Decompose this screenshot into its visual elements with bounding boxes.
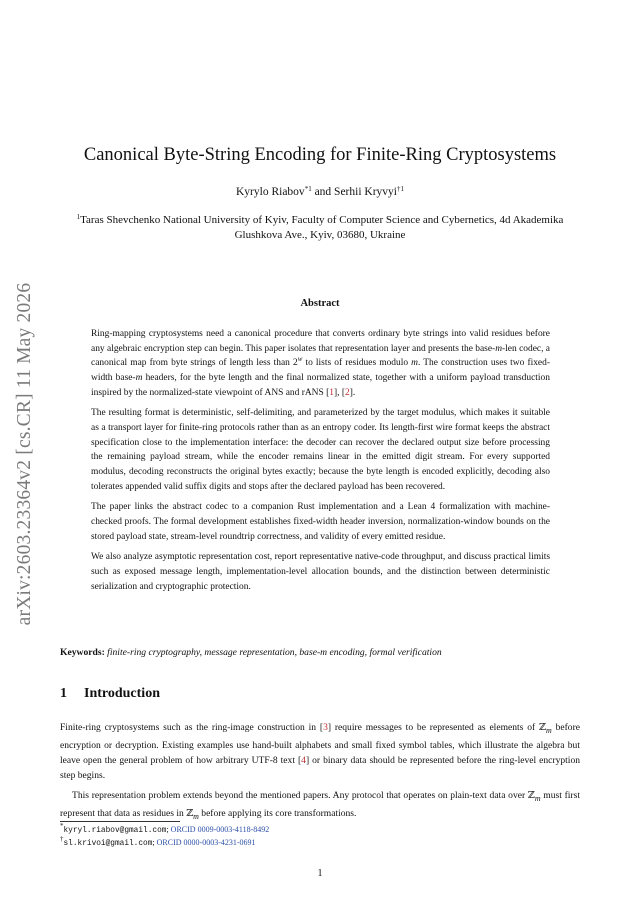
citation-link[interactable]: 3 — [323, 722, 328, 733]
math-symbol: m — [193, 812, 199, 822]
math-ring — [527, 790, 541, 804]
abstract-paragraph — [91, 327, 550, 400]
email-link[interactable]: sl.krivoi@gmail.com — [63, 840, 153, 848]
math-symbol: m — [495, 343, 503, 354]
text-run: to lists of residues modulo — [302, 358, 412, 369]
affiliation — [60, 213, 580, 243]
introduction-body — [60, 720, 580, 829]
page-number: 1 — [317, 868, 323, 879]
arxiv-sidebar-identifier — [4, 262, 46, 646]
abstract-paragraph: The resulting format is deterministic, self-delimiting, and parameterized by the target modulus, which makes it suitable as a transport layer for finite-ring protocols rather than as an entropy coder. Its length-first wire format keeps the abstract specification close to the implementation interface: the decoder can recover the declared output size before processing the remaining payload stream, while the encoder remains linear in the emitted digit stream. For every supported modulus, decoding reconstructs the original bytes exactly; because the byte length is encoded explicitly, decoding also tolerates appended valid suffix digits and stops after the declared payload has been recovered. — [91, 408, 550, 492]
footnote-divider — [60, 821, 180, 822]
abstract-body — [91, 327, 550, 600]
affiliation-mark: 1 — [76, 213, 81, 221]
text-run: -len codec, a canonical map from byte strings of length less than 2 — [91, 343, 550, 369]
body-paragraph — [60, 788, 580, 824]
paper-title: Canonical Byte-String Encoding for Finite-Ring Cryptosystems — [83, 145, 557, 165]
math-symbol: w — [297, 355, 303, 364]
text-run: ], [ — [333, 387, 345, 398]
footnote-mark: * — [60, 822, 64, 830]
text-run: . The construction uses two fixed-width base- — [91, 358, 550, 383]
text-run: finite-ring cryptography, message representation, base- — [107, 647, 321, 658]
author-mark: †1 — [396, 185, 404, 193]
author-mark: *1 — [304, 185, 312, 193]
math-symbol: ℤ — [539, 722, 547, 733]
affiliation-text: Taras Shevchenko National University of Kyiv, Faculty of Computer Science and Cybernetics, 4d Akademika Glushkova Ave., Kyiv, 03680, Ukraine — [80, 214, 564, 241]
text-run: Finite-ring cryptosystems such as the ring-image construction in [ — [60, 722, 324, 733]
abstract-paragraph: We also analyze asymptotic representation cost, report representative native-code throughput, and discuss practical limits such as exposed message length, implementation-level allocation bounds, and the distinction between deterministic serialization and cryptographic protection. — [91, 552, 550, 592]
math-symbol: m — [411, 358, 418, 369]
citation-link[interactable]: 2 — [345, 387, 350, 398]
orcid-link[interactable]: ORCID 0000-0003-4231-0691 — [156, 838, 256, 847]
body-paragraph — [60, 720, 580, 783]
abstract-paragraph: The paper links the abstract codec to a companion Rust implementation and a Lean 4 formalization with machine-checked proofs. The formal development establishes fixed-width header inversion, normalization-window bounds on the stored payload state, stream-level roundtrip correctness, and validity of every emitted residue. — [91, 502, 550, 542]
text-run: ] require messages to be represented as elements of — [327, 722, 540, 733]
keywords-text — [107, 647, 442, 658]
footnotes — [60, 824, 580, 850]
math-symbol: ℤ — [186, 808, 194, 820]
orcid-link[interactable]: ORCID 0009-0003-4118-8492 — [170, 825, 270, 834]
arxiv-id-text: arXiv:2603.23364v2 [cs.CR] 11 May 2026 — [14, 282, 35, 626]
footnote-mark: † — [60, 835, 64, 843]
text-run: before applying its core transformations. — [198, 808, 357, 820]
keywords-label: Keywords: — [60, 647, 105, 658]
math-symbol: m — [546, 725, 552, 735]
text-run: ]. — [349, 387, 356, 398]
footnote — [60, 837, 580, 850]
math-symbol: m — [320, 647, 328, 658]
footnote — [60, 824, 580, 837]
section-number: 1 — [60, 686, 67, 701]
author-name: Serhii Kryvyi — [334, 186, 397, 198]
keywords — [60, 646, 580, 660]
text-run: before encryption or decryption. Existing examples use hand-built alphabets and small fixed symbol tables, which illustrate the algebra but leave open the general problem of how arbitrary UTF-8 text [ — [60, 722, 580, 767]
abstract-heading: Abstract — [300, 298, 340, 309]
citation-link[interactable]: 1 — [329, 387, 334, 398]
text-run: ] or binary data should be represented before the ring-level encryption step begins. — [60, 755, 580, 782]
author-conjunction: and — [311, 186, 335, 198]
author-line — [60, 185, 580, 200]
math-ring — [186, 808, 199, 822]
text-run: ; — [166, 825, 171, 834]
math-symbol: m — [135, 372, 143, 383]
text-run: headers, for the byte length and the final normalized state, together with a uniform payload transduction inspired by the normalized-state viewpoint of ANS and rANS [ — [91, 372, 550, 398]
section-heading — [60, 686, 160, 702]
author-name: Kyrylo Riabov — [236, 186, 305, 198]
text-run: Ring-mapping cryptosystems need a canonical procedure that converts ordinary byte strings into valid residues before any algebraic encryption step can begin. This paper isolates that representation layer and presents the base- — [91, 329, 550, 354]
citation-link[interactable]: 4 — [301, 755, 306, 767]
text-run: This representation problem extends beyond the mentioned papers. Any protocol that operates on plain-text data over — [72, 790, 528, 802]
math-ring — [539, 722, 552, 733]
section-title: Introduction — [84, 686, 160, 701]
email-link[interactable]: kyryl.riabov@gmail.com — [63, 827, 167, 835]
math-symbol: ℤ — [527, 790, 535, 802]
math-symbol: m — [534, 794, 541, 804]
text-run: ; — [152, 838, 157, 847]
text-run: must first represent that data as residues in — [60, 790, 580, 820]
text-run: encoding, formal verification — [327, 647, 442, 658]
